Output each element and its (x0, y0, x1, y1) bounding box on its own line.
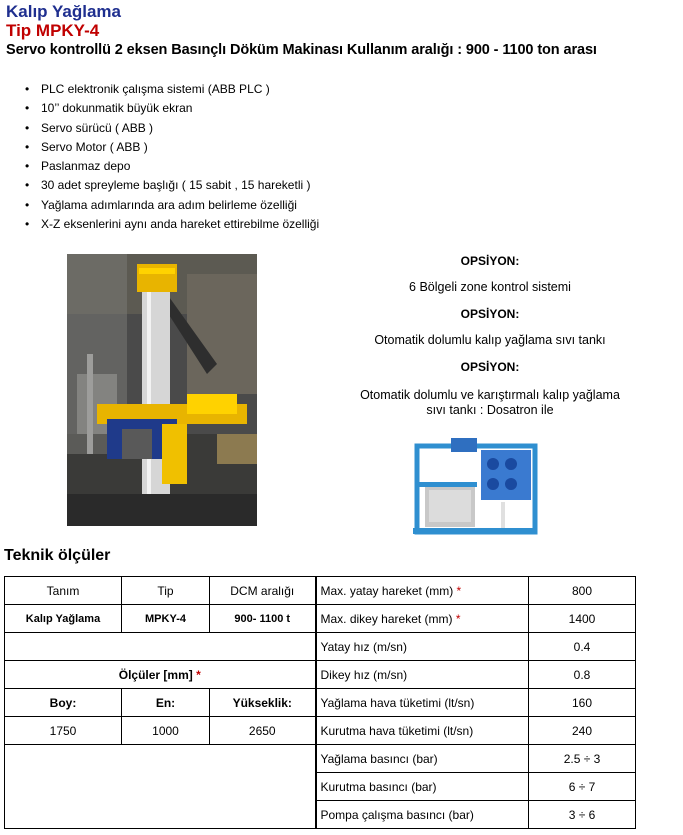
option-text: Otomatik dolumlu ve karıştırmalı kalıp yağlama (360, 388, 620, 402)
dim-header-boy: Boy: (5, 689, 122, 717)
tank-photo (411, 432, 539, 536)
machine-photo (67, 254, 257, 526)
header-dcm: DCM aralığı (210, 577, 316, 605)
empty-cell (5, 745, 316, 829)
spec-label: Yağlama hava tüketimi (lt/sn) (316, 689, 529, 717)
page-subtitle: Servo kontrollü 2 eksen Basınçlı Döküm Makinası Kullanım aralığı : 900 - 1100 ton arası (6, 42, 597, 58)
table-row (5, 717, 636, 745)
spec-label: Max. yatay hareket (mm) * (316, 577, 529, 605)
empty-cell (5, 633, 316, 661)
list-item: • 30 adet spreyleme başlığı ( 15 sabit , 15 hareketli ) (25, 176, 319, 195)
table-row (5, 689, 636, 717)
list-item: • 10’’ dokunmatik büyük ekran (25, 99, 319, 118)
option-heading: OPSİYON: (460, 307, 520, 321)
list-item: • Servo Motor ( ABB ) (25, 138, 319, 157)
option-text: sıvı tankı : Dosatron ile (426, 403, 554, 417)
table-row (5, 605, 636, 633)
dim-value-yukseklik: 2650 (210, 717, 316, 745)
spec-label: Yağlama basıncı (bar) (316, 745, 529, 773)
dim-value-en: 1000 (122, 717, 210, 745)
list-item: • Paslanmaz depo (25, 157, 319, 176)
table-row (5, 661, 636, 689)
spec-value: 3 ÷ 6 (529, 801, 636, 829)
cell-dcm: 900- 1100 t (210, 605, 316, 633)
dim-header-yukseklik: Yükseklik: (210, 689, 316, 717)
spec-table (4, 576, 636, 829)
list-item: • Yağlama adımlarında ara adım belirleme özelliği (25, 196, 319, 215)
dimensions-label: Ölçüler [mm] * (5, 661, 316, 689)
option-text: 6 Bölgeli zone kontrol sistemi (409, 280, 571, 294)
cell-tip: MPKY-4 (122, 605, 210, 633)
model-type: Tip MPKY-4 (6, 21, 100, 40)
table-row (5, 633, 636, 661)
spec-label: Pompa çalışma basıncı (bar) (316, 801, 529, 829)
header-tanim: Tanım (5, 577, 122, 605)
cell-tanim: Kalıp Yağlama (5, 605, 122, 633)
dim-value-boy: 1750 (5, 717, 122, 745)
spec-label: Kurutma hava tüketimi (lt/sn) (316, 717, 529, 745)
header-tip: Tip (122, 577, 210, 605)
spec-label: Yatay hız (m/sn) (316, 633, 529, 661)
spec-value: 1400 (529, 605, 636, 633)
spec-value: 0.8 (529, 661, 636, 689)
page-title: Kalıp Yağlama (6, 2, 121, 21)
spec-label: Kurutma basıncı (bar) (316, 773, 529, 801)
spec-value: 6 ÷ 7 (529, 773, 636, 801)
option-text: Otomatik dolumlu kalıp yağlama sıvı tankı (374, 333, 606, 347)
table-row (5, 577, 636, 605)
spec-label: Dikey hız (m/sn) (316, 661, 529, 689)
spec-value: 240 (529, 717, 636, 745)
spec-label: Max. dikey hareket (mm) * (316, 605, 529, 633)
spec-title: Teknik ölçüler (4, 547, 111, 564)
list-item: • Servo sürücü ( ABB ) (25, 119, 319, 138)
list-item: • X-Z eksenlerini aynı anda hareket ettirebilme özelliği (25, 215, 319, 234)
spec-value: 2.5 ÷ 3 (529, 745, 636, 773)
spec-value: 0.4 (529, 633, 636, 661)
spec-value: 800 (529, 577, 636, 605)
feature-list (25, 80, 319, 234)
option-heading: OPSİYON: (460, 360, 520, 374)
dim-header-en: En: (122, 689, 210, 717)
option-heading: OPSİYON: (460, 254, 520, 268)
spec-value: 160 (529, 689, 636, 717)
table-row (5, 745, 636, 773)
list-item: • PLC elektronik çalışma sistemi (ABB PLC ) (25, 80, 319, 99)
